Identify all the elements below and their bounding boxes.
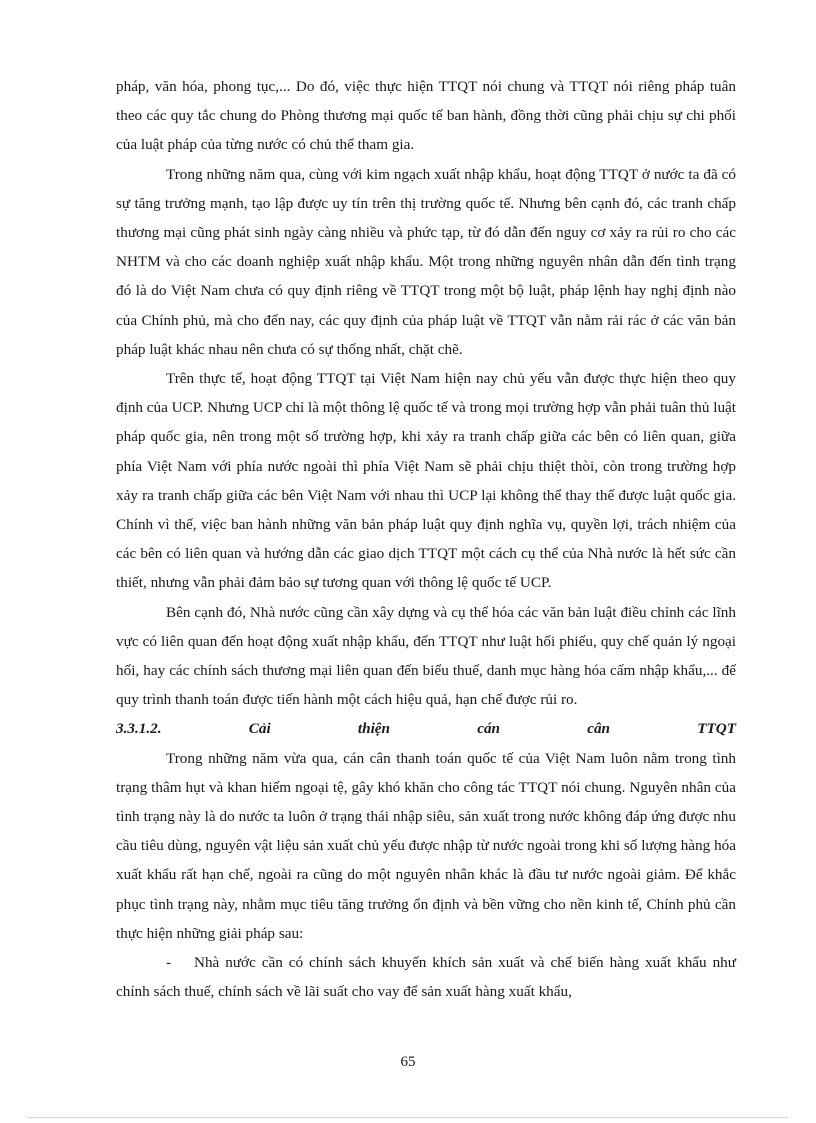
paragraph: Trên thực tế, hoạt động TTQT tại Việt Nam hiện nay chủ yếu vẫn được thực hiện theo quy định của UCP. Nhưng UCP chỉ là một thông lệ quốc tế và trong mọi trường hợp vẫn phải tuân thủ luật pháp quốc gia, nên trong một số trường hợp, khi xảy ra tranh chấp giữa các bên có liên quan, giữa phía Việt Nam với phía nước ngoài thì phía Việt Nam sẽ phải chịu thiệt thòi, còn trong trường hợp xảy ra tranh chấp giữa các bên Việt Nam với nhau thì UCP lại không thể thay thế được luật quốc gia. Chính vì thế, việc ban hành những văn bản pháp luật quy định nghĩa vụ, quyền lợi, trách nhiệm của các bên có liên quan và hướng dẫn các giao dịch TTQT một cách cụ thể của Nhà nước là hết sức cần thiết, nhưng vẫn phải đảm bảo sự tương quan với thông lệ quốc tế UCP. [116,370,736,592]
paragraph: Trong những năm vừa qua, cán cân thanh toán quốc tế của Việt Nam luôn nằm trong tình trạng thâm hụt và khan hiếm ngoại tệ, gây khó khăn cho công tác TTQT nói chung. Nguyên nhân của tình trạng này là do nước ta luôn ở trạng thái nhập siêu, sản xuất trong nước không đáp ứng được nhu cầu tiêu dùng, nguyên vật liệu sản xuất chủ yếu được nhập từ nước ngoài trong khi số lượng hàng hóa xuất khẩu rất hạn chế, ngoài ra cũng do một nguyên nhân khác là đầu tư nước ngoài giảm. Để khắc phục tình trạng này, nhằm mục tiêu tăng trưởng ổn định và bền vững cho nền kinh tế, Chính phủ cần thực hiện những giải pháp sau: [116,749,736,942]
bullet-dash: - [166,954,172,972]
paragraph: Bên cạnh đó, Nhà nước cũng cần xây dựng và cụ thể hóa các văn bản luật điều chỉnh các lĩnh vực có liên quan đến hoạt động xuất nhập khẩu, đến TTQT như luật hối phiếu, quy chế quản lý ngoại hối, hay các chính sách thương mại liên quan đến biểu thuế, danh mục hàng hóa cấm nhập khẩu,... để quy trình thanh toán được tiến hành một cách hiệu quả, hạn chế được rủi ro. [116,603,736,709]
paragraph: Trong những năm qua, cùng với kim ngạch xuất nhập khẩu, hoạt động TTQT ở nước ta đã có sự tăng trưởng mạnh, tạo lập được uy tín trên thị trường quốc tế. Nhưng bên cạnh đó, các tranh chấp thương mại cũng phát sinh ngày càng nhiều và phức tạp, từ đó dẫn đến nguy cơ xảy ra rủi ro cho các NHTM và cho các doanh nghiệp xuất nhập khẩu. Một trong những nguyên nhân dẫn đến tình trạng đó là do Việt Nam chưa có quy định riêng về TTQT trong một bộ luật, pháp lệnh hay nghị định nào của Chính phủ, mà cho đến nay, các quy định của pháp luật về TTQT vẫn nằm rải rác ở các văn bản pháp luật khác nhau nên chưa có sự thống nhất, chặt chẽ. [116,165,736,358]
paragraph-continued: pháp, văn hóa, phong tục,... Do đó, việc thực hiện TTQT nói chung và TTQT nói riêng pháp tuân theo các quy tắc chung do Phòng thương mại quốc tế ban hành, đồng thời cũng phải chịu sự chi phối của luật pháp của từng nước có chủ thể tham gia. [116,78,736,154]
page-bottom-divider [28,1117,788,1118]
bullet-item [116,948,736,1006]
section-heading: 3.3.1.2. Cải thiện cán cân TTQT [116,720,736,738]
page-body [116,72,736,1007]
bullet-text: Nhà nước cần có chính sách khuyến khích sản xuất và chế biến hàng xuất khẩu như chính sách thuế, chính sách về lãi suất cho vay để sản xuất hàng xuất khẩu, [116,954,736,1001]
page-number: 65 [400,1054,416,1070]
